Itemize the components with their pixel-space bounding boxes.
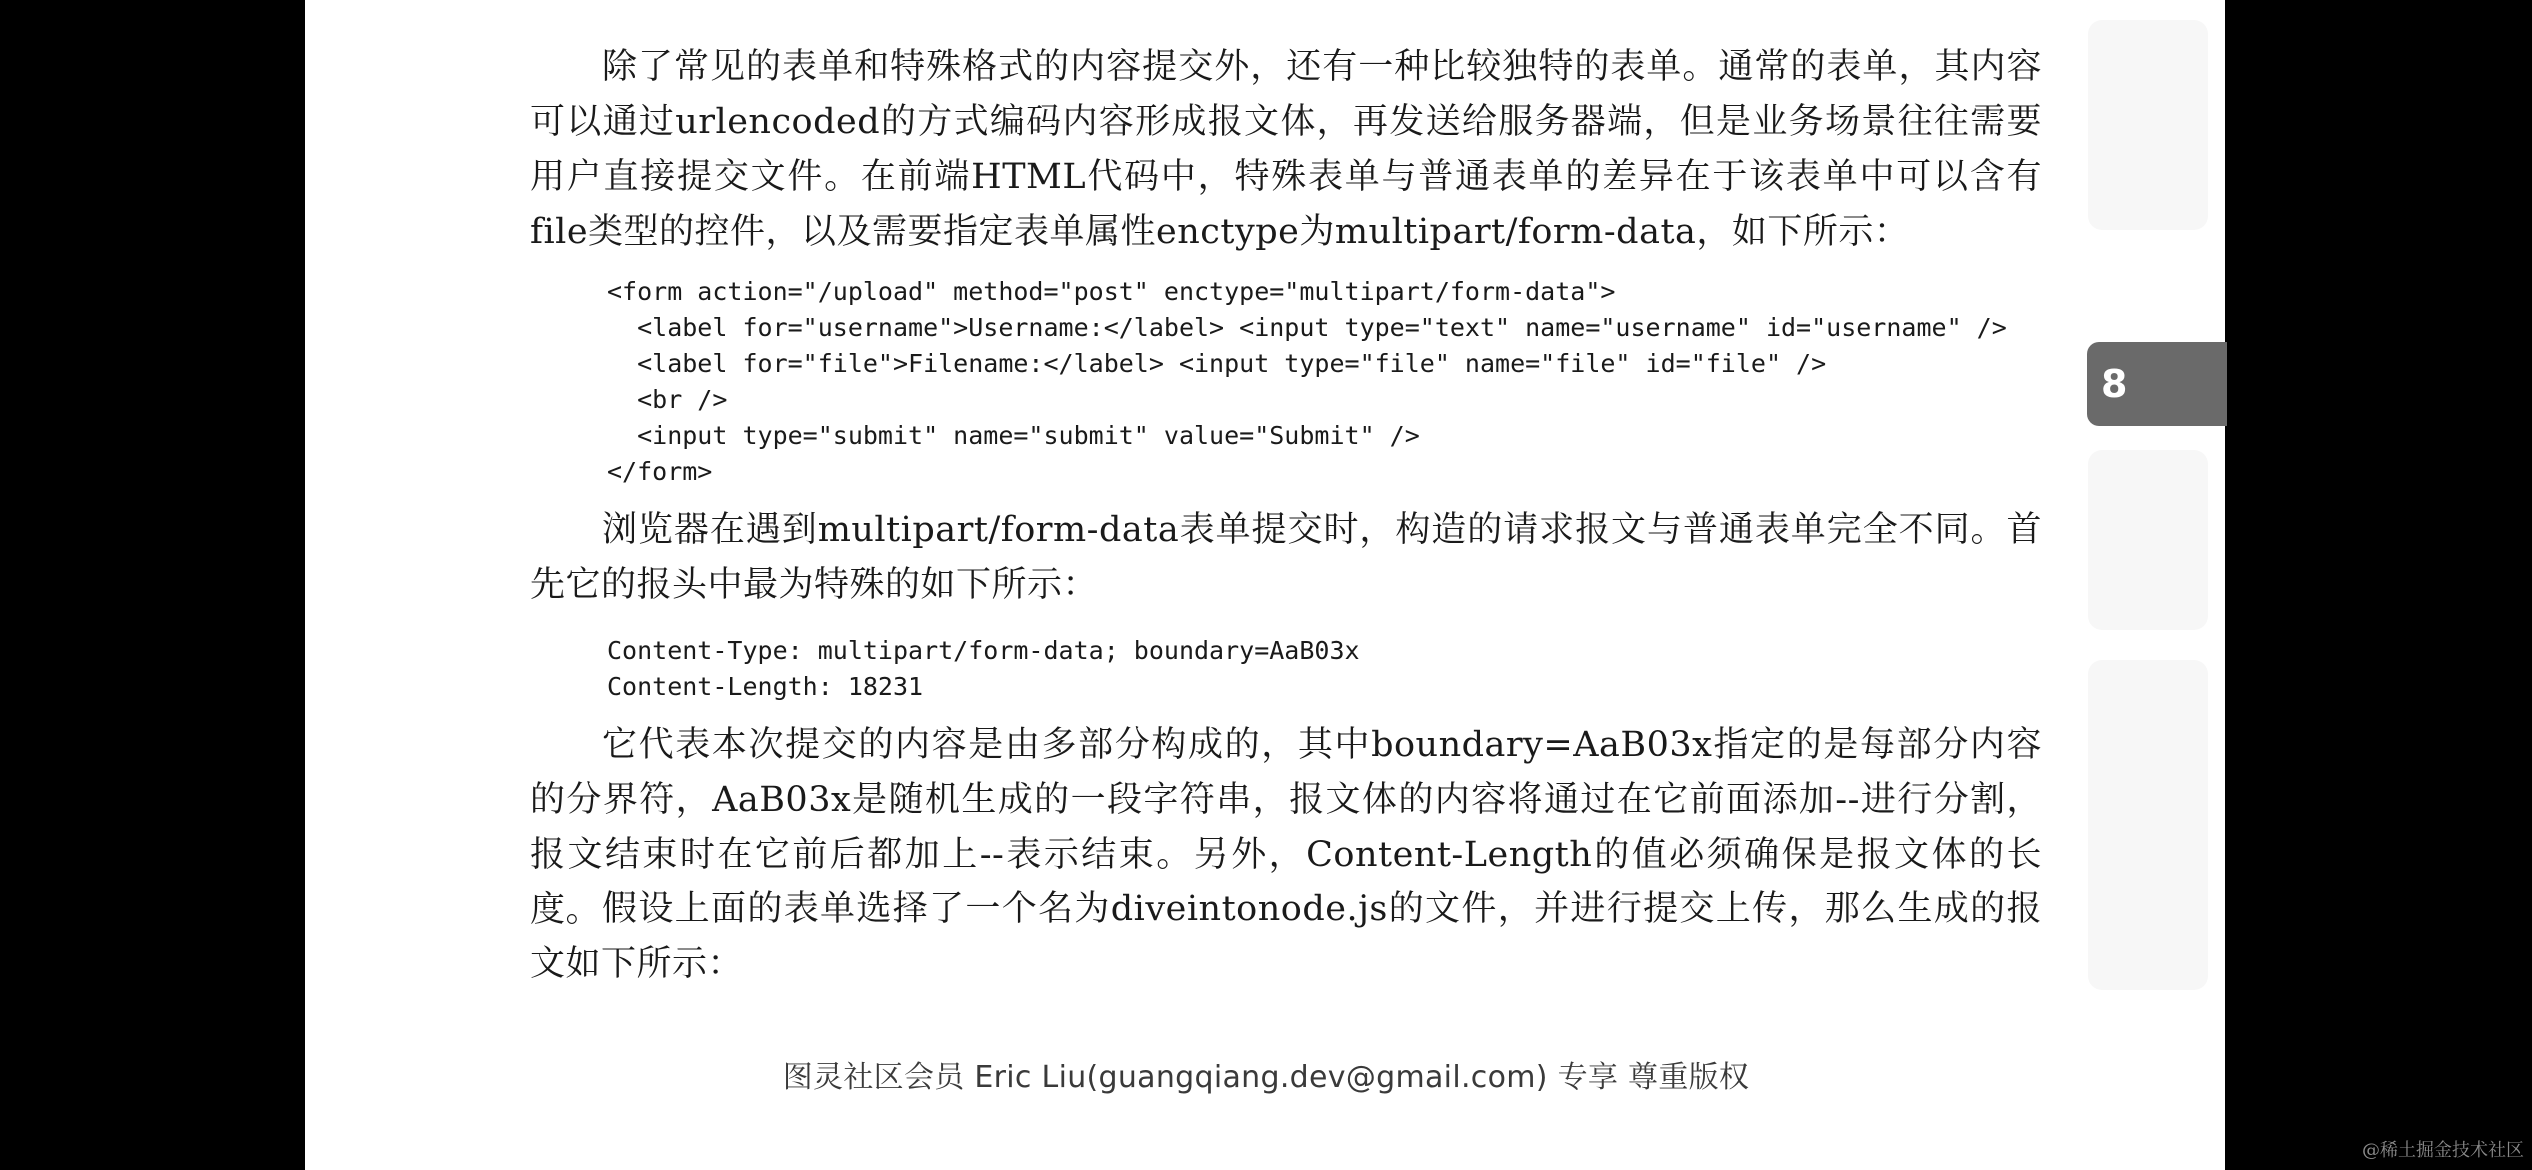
chapter-tab[interactable]: 8 — [2087, 342, 2227, 426]
paragraph-upload-example: 假设上面的表单选择了一个名为diveintonode.js的文件，并进行提交上传，那么生成的报文如下所示： — [530, 889, 2042, 984]
paragraph-boundary-explanation: 它代表本次提交的内容是由多部分构成的，其中boundary=AaB03x指定的是每部分内容的分界符，AaB03x是随机生成的一段字符串，报文体的内容将通过在它前面添加--进行分割，报文结束时在它前后都加上--表示结束。另外，Content-Length的值必须确保是报文体的长度。 — [530, 725, 2042, 930]
paragraph-multipart-intro: 除了常见的表单和特殊格式的内容提交外，还有一种比较独特的表单。通常的表单，其内容可以通过urlencoded的方式编码内容形成报文体，再发送给服务器端，但是业务场景往往需要用户直接提交文件。在前端HTML代码中，特殊表单与普通表单的差异在于该表单中可以含有file类型的控件，以及需要指定表单属性enctype为multipart/form-data，如下所示： — [530, 47, 2042, 252]
page-footer-copyright: 图灵社区会员 Eric Liu(guangqiang.dev@gmail.com) 专享 尊重版权 — [782, 1060, 1750, 1095]
adjacent-page-panel — [2088, 660, 2208, 990]
watermark: @稀土掘金技术社区 — [2362, 1140, 2524, 1161]
adjacent-page-panel — [2088, 450, 2208, 630]
code-block-form-html: <form action="/upload" method="post" enctype="multipart/form-data"> <label for="username">Username:</label> <input type="text" name="username" id="username" /> <label for="file">Filename:</label> <input type="file" name="file" id="file" /> <br /> <input type="submit" name="submit" value="Submit" /> </form> — [607, 277, 2007, 486]
adjacent-page-panel — [2088, 20, 2208, 230]
code-block-headers: Content-Type: multipart/form-data; boundary=AaB03x Content-Length: 18231 — [607, 636, 1360, 701]
paragraph-request-header: 浏览器在遇到multipart/form-data表单提交时，构造的请求报文与普通表单完全不同。首先它的报头中最为特殊的如下所示： — [530, 510, 2042, 605]
